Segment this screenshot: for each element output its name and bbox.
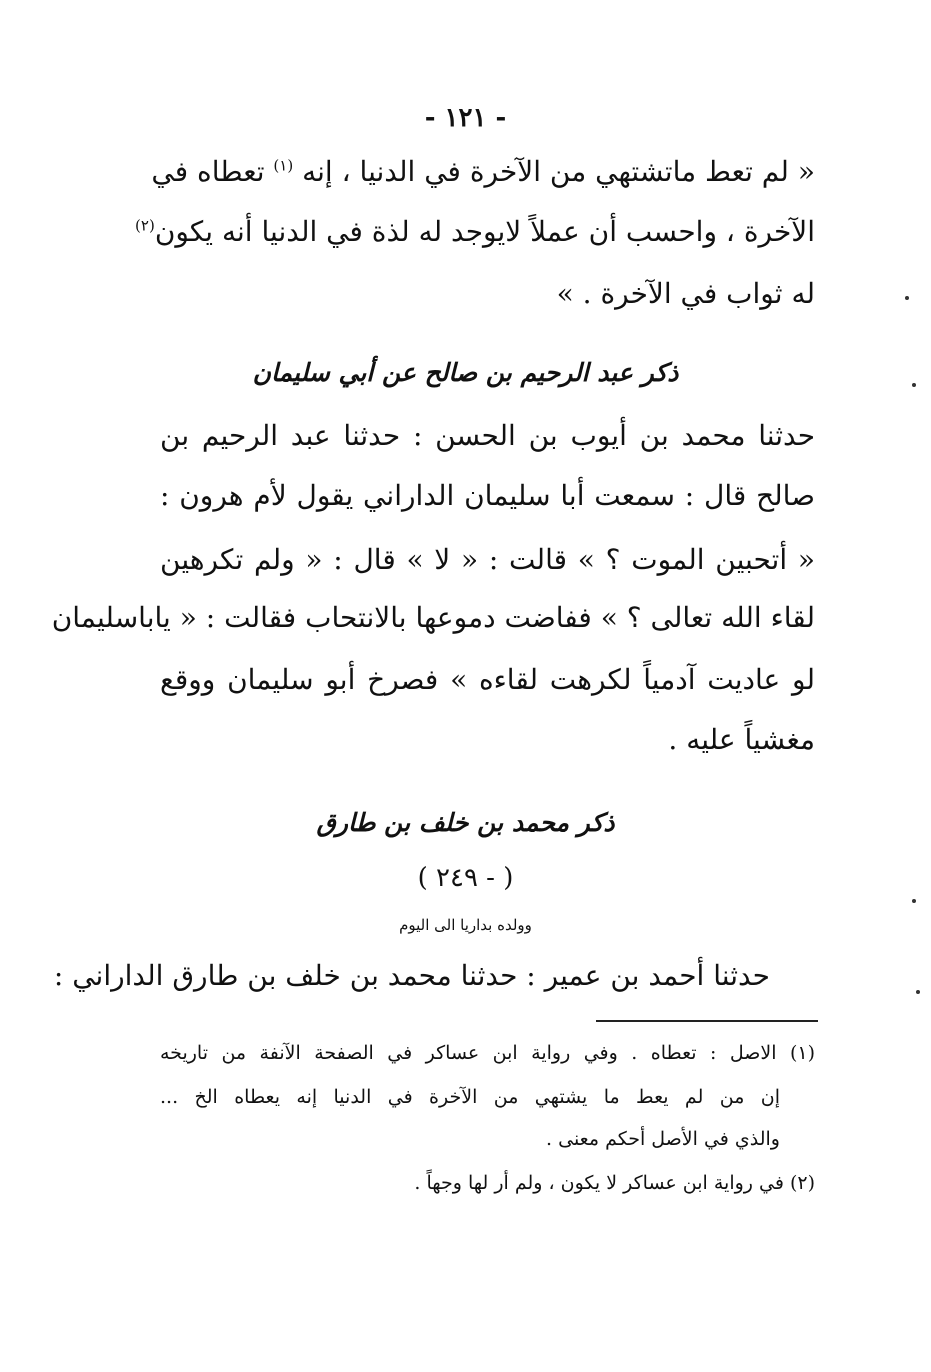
text-line: مغشياً عليه . bbox=[668, 723, 815, 756]
text-line: له ثواب في الآخرة . » bbox=[556, 277, 815, 310]
footnote-line: إن من لم يعط ما يشتهي من الآخرة في الدنيا إنه يعطاه الخ ... bbox=[160, 1086, 780, 1108]
page-number: - ١٢١ - bbox=[424, 103, 507, 133]
text-line bbox=[135, 215, 815, 248]
scan-speck bbox=[905, 296, 909, 300]
scan-speck bbox=[912, 899, 916, 903]
text-segment: « لم تعط ماتشتهي من الآخرة في الدنيا ، إنه bbox=[302, 155, 815, 188]
footnote-line: (٢) في رواية ابن عساكر لا يكون ، ولم أر لها وجهاً . bbox=[414, 1172, 815, 1194]
section-heading: ذكر عبد الرحيم بن صالح عن أبي سليمان bbox=[252, 358, 679, 387]
text-line: لو عاديت آدمياً لكرهت لقاءه » فصرخ أبو سليمان ووقع bbox=[160, 663, 815, 696]
section-heading: ذكر محمد بن خلف بن طارق bbox=[316, 808, 615, 837]
text-segment: الآخرة ، واحسب أن عملاً لايوجد له لذة في الدنيا أنه يكون bbox=[154, 215, 815, 248]
text-segment: تعطاه في bbox=[151, 155, 265, 188]
text-line: حدثنا أحمد بن عمير : حدثنا محمد بن خلف بن طارق الداراني : bbox=[53, 959, 770, 992]
text-line: صالح قال : سمعت أبا سليمان الداراني يقول لأم هرون : bbox=[160, 479, 815, 512]
footnote-ref: (١) bbox=[273, 156, 294, 175]
text-line: لقاء الله تعالى ؟ » ففاضت دموعها بالانتحاب فقالت : « ياباسليمان bbox=[51, 601, 815, 634]
footnote-line: والذي في الأصل أحكم معنى . bbox=[546, 1128, 780, 1150]
scan-speck bbox=[916, 990, 920, 994]
scan-speck bbox=[912, 383, 916, 387]
dates: ( - ٢٤٩ ) bbox=[417, 863, 514, 893]
text-line bbox=[151, 155, 815, 188]
heading-note: وولده بداريا الى اليوم bbox=[399, 916, 532, 934]
footnote-line: (١) الاصل : تعطاه . وفي رواية ابن عساكر في الصفحة الآنفة من تاريخه bbox=[160, 1042, 815, 1064]
text-line: « أتحبين الموت ؟ » قالت : « لا » قال : « ولم تكرهين bbox=[160, 543, 815, 576]
text-line: حدثنا محمد بن أيوب بن الحسن : حدثنا عبد الرحيم بن bbox=[160, 419, 815, 452]
footnote-ref: (٢) bbox=[135, 216, 155, 235]
footnote-rule bbox=[596, 1020, 818, 1022]
